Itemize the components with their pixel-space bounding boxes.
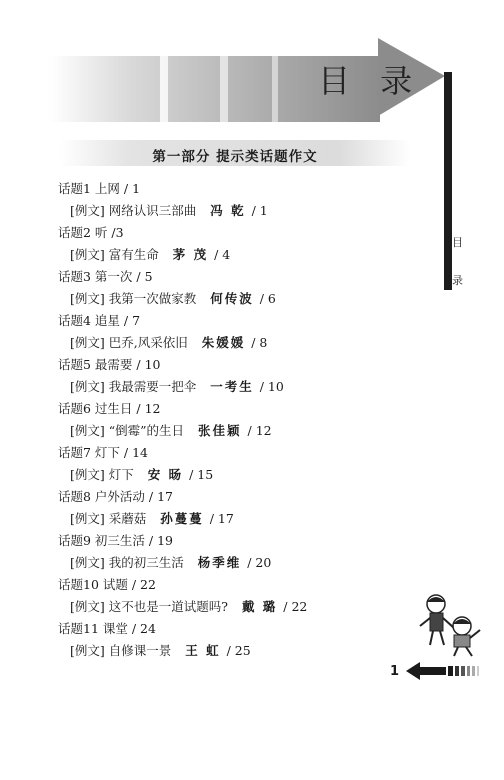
toc-example-title: [例文] 采蘑菇 (70, 511, 147, 526)
toc-example-title: [例文] 我最需要一把伞 (70, 379, 197, 394)
toc-topic-row[interactable] (58, 222, 438, 244)
toc-example-title: [例文] 网络认识三部曲 (70, 203, 197, 218)
toc-example-row[interactable] (58, 200, 438, 222)
toc-topic-row[interactable] (58, 574, 438, 596)
toc-topic-row[interactable] (58, 310, 438, 332)
toc-topic-row[interactable] (58, 354, 438, 376)
toc-page: / 4 (214, 247, 231, 262)
toc-page: / 25 (226, 643, 251, 658)
toc-example-row[interactable] (58, 464, 438, 486)
toc-author: 戴 璐 (241, 599, 278, 614)
toc-page: / 17 (209, 511, 234, 526)
toc-topic-text: 话题9 初三生活 / 19 (58, 533, 173, 548)
toc-topic-text: 话题5 最需要 / 10 (58, 357, 161, 372)
section-heading: 第一部分 提示类话题作文 (152, 149, 318, 165)
toc-author: 何传波 (210, 291, 254, 306)
table-of-contents (58, 178, 438, 662)
toc-page: / 1 (251, 203, 268, 218)
toc-example-row[interactable] (58, 244, 438, 266)
toc-author: 一考生 (210, 379, 254, 394)
page-title: 目 录 (318, 62, 423, 100)
toc-example-title: [例文] 我第一次做家教 (70, 291, 197, 306)
toc-example-title: [例文] “倒霉”的生日 (70, 423, 185, 438)
toc-example-title: [例文] 富有生命 (70, 247, 159, 262)
toc-topic-text: 话题2 听 /3 (58, 225, 124, 240)
toc-topic-text: 话题11 课堂 / 24 (58, 621, 156, 636)
footer-arrow-icon (406, 660, 486, 682)
toc-topic-row[interactable] (58, 266, 438, 288)
toc-author: 安 旸 (147, 467, 184, 482)
toc-page: / 15 (189, 467, 214, 482)
side-tab-bar (444, 72, 452, 290)
toc-topic-text: 话题6 过生日 / 12 (58, 401, 161, 416)
toc-topic-row[interactable] (58, 618, 438, 640)
toc-example-row[interactable] (58, 288, 438, 310)
toc-author: 张佳颖 (198, 423, 242, 438)
toc-example-title: [例文] 自修课一景 (70, 643, 172, 658)
toc-example-row[interactable] (58, 640, 438, 662)
toc-topic-text: 话题1 上网 / 1 (58, 181, 141, 196)
toc-example-row[interactable] (58, 596, 438, 618)
toc-example-title: [例文] 这不也是一道试题吗? (70, 599, 228, 614)
toc-author: 朱媛媛 (201, 335, 246, 350)
toc-example-row[interactable] (58, 552, 438, 574)
toc-page: / 22 (283, 599, 308, 614)
toc-topic-row[interactable] (58, 442, 438, 464)
toc-topic-text: 话题7 灯下 / 14 (58, 445, 148, 460)
toc-page: / 10 (259, 379, 284, 394)
toc-topic-text: 话题3 第一次 / 5 (58, 269, 153, 284)
toc-author: 杨季维 (197, 555, 242, 570)
toc-example-row[interactable] (58, 420, 438, 442)
side-tab-label: 目录 (452, 236, 463, 287)
toc-example-row[interactable] (58, 376, 438, 398)
toc-page: / 8 (251, 335, 268, 350)
toc-example-title: [例文] 巴乔,风采依旧 (70, 335, 188, 350)
toc-topic-text: 话题8 户外活动 / 17 (58, 489, 173, 504)
toc-topic-text: 话题4 追星 / 7 (58, 313, 141, 328)
kids-illustration (410, 590, 490, 660)
toc-topic-row[interactable] (58, 486, 438, 508)
toc-topic-row[interactable] (58, 398, 438, 420)
toc-page: / 20 (247, 555, 272, 570)
toc-example-row[interactable] (58, 332, 438, 354)
toc-example-row[interactable] (58, 508, 438, 530)
toc-page: / 6 (259, 291, 276, 306)
page-number: 1 (390, 664, 400, 679)
toc-topic-text: 话题10 试题 / 22 (58, 577, 156, 592)
toc-author: 冯 乾 (210, 203, 246, 218)
toc-author: 王 虹 (185, 643, 221, 658)
toc-author: 孙蔓蔓 (160, 511, 204, 526)
toc-page: / 12 (247, 423, 272, 438)
toc-author: 茅 茂 (172, 247, 209, 262)
toc-topic-row[interactable] (58, 178, 438, 200)
toc-example-title: [例文] 灯下 (70, 467, 134, 482)
toc-topic-row[interactable] (58, 530, 438, 552)
toc-example-title: [例文] 我的初三生活 (70, 555, 184, 570)
